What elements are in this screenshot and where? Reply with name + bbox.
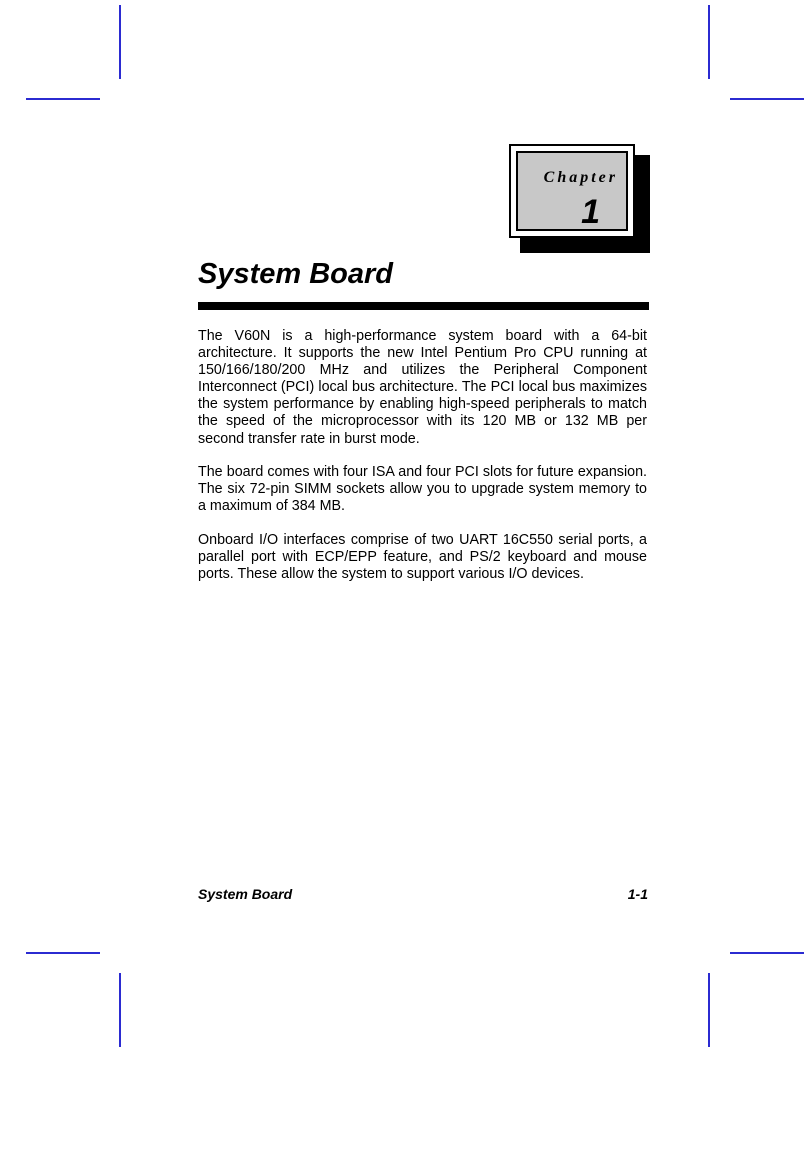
paragraph: The V60N is a high-performance system board with a 64-bit architecture. It supports the new Intel Pentium Pro CPU running at 150/166/180/200 MHz and utilizes the Peripheral Component Interconnect (PCI) local bus architecture. The PCI local bus maximizes the system performance by enabling high-speed peripherals to match the speed of the microprocessor with its 120 MB or 132 MB per second transfer rate in burst mode. bbox=[198, 328, 647, 447]
crop-mark-top-right-horizontal bbox=[730, 98, 804, 100]
crop-mark-bottom-left-vertical bbox=[119, 973, 121, 1047]
footer-page-number: 1-1 bbox=[627, 886, 648, 902]
chapter-label: Chapter bbox=[543, 169, 618, 186]
crop-mark-bottom-right-vertical bbox=[708, 973, 710, 1047]
paragraph: The board comes with four ISA and four PCI slots for future expansion. The six 72-pin SIMM sockets allow you to upgrade system memory to a maximum of 384 MB. bbox=[198, 464, 647, 515]
crop-mark-top-left-horizontal bbox=[26, 98, 100, 100]
crop-mark-bottom-right-horizontal bbox=[730, 952, 804, 954]
page-title: System Board bbox=[198, 258, 394, 290]
crop-mark-bottom-left-horizontal bbox=[26, 952, 100, 954]
crop-mark-top-left-vertical bbox=[119, 5, 121, 79]
chapter-badge bbox=[509, 144, 635, 238]
title-rule bbox=[198, 302, 649, 310]
footer-section-title: System Board bbox=[198, 886, 293, 902]
paragraph: Onboard I/O interfaces comprise of two UART 16C550 serial ports, a parallel port with ECP/EPP feature, and PS/2 keyboard and mouse ports. These allow the system to support various I/O devices. bbox=[198, 531, 647, 583]
crop-mark-top-right-vertical bbox=[708, 5, 710, 79]
chapter-badge-inner bbox=[516, 151, 628, 231]
chapter-number: 1 bbox=[581, 193, 600, 231]
body-text bbox=[198, 328, 647, 600]
